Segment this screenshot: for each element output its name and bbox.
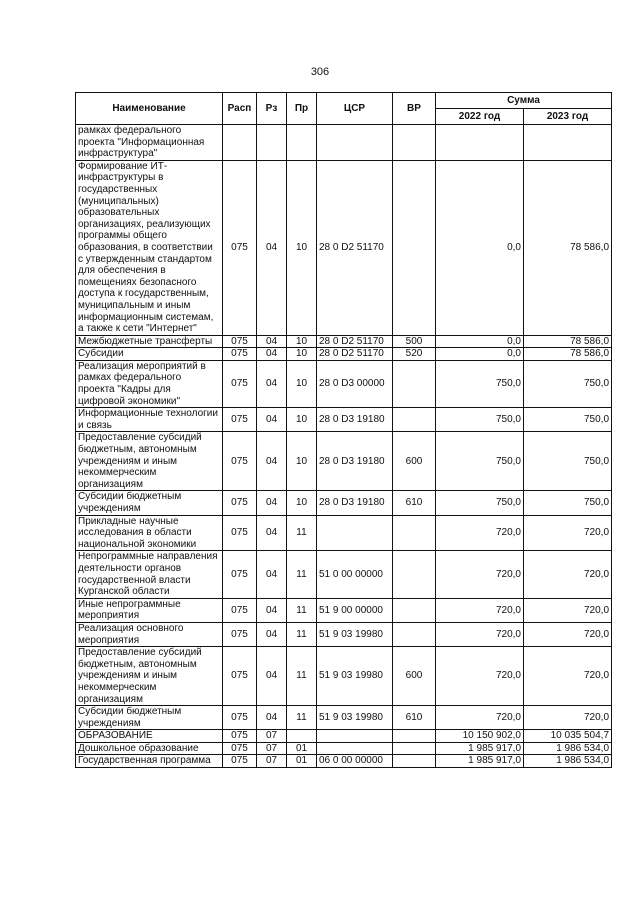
- cell-csr: 51 9 03 19980: [317, 622, 393, 646]
- cell-pr: 11: [287, 622, 317, 646]
- cell-rz: 04: [257, 432, 287, 491]
- cell-2023: 1 986 534,0: [524, 742, 612, 755]
- header-sum: Сумма: [436, 93, 612, 109]
- cell-csr: 51 9 03 19980: [317, 647, 393, 706]
- table-row: [76, 706, 612, 730]
- cell-2022: 720,0: [436, 706, 524, 730]
- cell-csr: [317, 730, 393, 743]
- cell-vr: 610: [393, 491, 436, 515]
- cell-rz: 04: [257, 335, 287, 348]
- page-number: 306: [310, 66, 330, 78]
- cell-2023: 720,0: [524, 647, 612, 706]
- header-csr: ЦСР: [317, 93, 393, 125]
- table-row: [76, 125, 612, 161]
- cell-rz: 04: [257, 160, 287, 335]
- cell-2023: 750,0: [524, 408, 612, 432]
- table-row: [76, 755, 612, 768]
- cell-csr: 28 0 D2 51170: [317, 160, 393, 335]
- cell-2023: 1 986 534,0: [524, 755, 612, 768]
- cell-pr: [287, 730, 317, 743]
- cell-name: Предоставление субсидий бюджетным, автономным учреждениям и иным некоммерческим организациям: [76, 647, 223, 706]
- cell-vr: [393, 730, 436, 743]
- table-row: [76, 647, 612, 706]
- cell-csr: 28 0 D3 19180: [317, 408, 393, 432]
- table-row: [76, 348, 612, 361]
- cell-vr: [393, 360, 436, 407]
- cell-2023: [524, 125, 612, 161]
- cell-csr: 28 0 D2 51170: [317, 348, 393, 361]
- cell-pr: 11: [287, 706, 317, 730]
- cell-vr: 600: [393, 647, 436, 706]
- cell-2022: 720,0: [436, 622, 524, 646]
- cell-vr: 600: [393, 432, 436, 491]
- cell-name: Субсидии: [76, 348, 223, 361]
- table-row: [76, 432, 612, 491]
- cell-2023: 78 586,0: [524, 160, 612, 335]
- cell-rz: 04: [257, 360, 287, 407]
- cell-2023: 10 035 504,7: [524, 730, 612, 743]
- header-year-2022: 2022 год: [436, 109, 524, 125]
- table-row: [76, 622, 612, 646]
- cell-name: Формирование ИТ-инфраструктуры в государственных (муниципальных) образовательных организациях, реализующих программы общего образования, в соответствии с утвержденным стандартом для обеспечения в помещениях безопасного доступа к государственным, муниципальным и иным информационным системам, а также к сети "Интернет": [76, 160, 223, 335]
- cell-2023: 720,0: [524, 706, 612, 730]
- cell-vr: [393, 515, 436, 551]
- cell-rasp: 075: [223, 551, 257, 598]
- cell-2022: 0,0: [436, 160, 524, 335]
- table-row: [76, 551, 612, 598]
- cell-name: Государственная программа: [76, 755, 223, 768]
- cell-name: Предоставление субсидий бюджетным, автономным учреждениям и иным некоммерческим организациям: [76, 432, 223, 491]
- cell-2022: 750,0: [436, 408, 524, 432]
- cell-vr: [393, 755, 436, 768]
- cell-rz: 04: [257, 706, 287, 730]
- cell-rz: 04: [257, 551, 287, 598]
- cell-rasp: 075: [223, 755, 257, 768]
- cell-csr: [317, 742, 393, 755]
- cell-pr: 10: [287, 160, 317, 335]
- cell-rasp: 075: [223, 647, 257, 706]
- cell-vr: 520: [393, 348, 436, 361]
- cell-rasp: 075: [223, 598, 257, 622]
- cell-2022: 720,0: [436, 515, 524, 551]
- cell-vr: 500: [393, 335, 436, 348]
- cell-pr: 10: [287, 335, 317, 348]
- cell-rasp: 075: [223, 515, 257, 551]
- cell-rz: 04: [257, 408, 287, 432]
- cell-rasp: 075: [223, 160, 257, 335]
- cell-pr: 11: [287, 551, 317, 598]
- cell-rz: 07: [257, 730, 287, 743]
- cell-pr: [287, 125, 317, 161]
- cell-rasp: 075: [223, 432, 257, 491]
- cell-2022: 0,0: [436, 348, 524, 361]
- table-row: [76, 742, 612, 755]
- cell-2022: 10 150 902,0: [436, 730, 524, 743]
- cell-vr: [393, 742, 436, 755]
- cell-rz: 04: [257, 348, 287, 361]
- table-row: [76, 598, 612, 622]
- cell-2023: 78 586,0: [524, 348, 612, 361]
- cell-name: рамках федерального проекта "Информационная инфраструктура": [76, 125, 223, 161]
- cell-name: Субсидии бюджетным учреждениям: [76, 706, 223, 730]
- cell-vr: 610: [393, 706, 436, 730]
- cell-2023: 78 586,0: [524, 335, 612, 348]
- cell-csr: 51 9 00 00000: [317, 598, 393, 622]
- cell-rz: 04: [257, 515, 287, 551]
- cell-name: ОБРАЗОВАНИЕ: [76, 730, 223, 743]
- cell-rasp: 075: [223, 348, 257, 361]
- cell-pr: 01: [287, 755, 317, 768]
- cell-2022: 720,0: [436, 551, 524, 598]
- cell-csr: 28 0 D3 00000: [317, 360, 393, 407]
- header-rz: Рз: [257, 93, 287, 125]
- cell-name: Прикладные научные исследования в области национальной экономики: [76, 515, 223, 551]
- cell-rz: 04: [257, 491, 287, 515]
- cell-2022: 1 985 917,0: [436, 755, 524, 768]
- cell-vr: [393, 551, 436, 598]
- cell-pr: 10: [287, 360, 317, 407]
- cell-2022: 750,0: [436, 360, 524, 407]
- cell-2022: [436, 125, 524, 161]
- cell-rasp: [223, 125, 257, 161]
- header-rasp: Расп: [223, 93, 257, 125]
- cell-2022: 750,0: [436, 432, 524, 491]
- cell-pr: 11: [287, 598, 317, 622]
- cell-csr: [317, 125, 393, 161]
- table-row: [76, 408, 612, 432]
- table-row: [76, 515, 612, 551]
- cell-2022: 0,0: [436, 335, 524, 348]
- cell-csr: [317, 515, 393, 551]
- cell-rasp: 075: [223, 622, 257, 646]
- cell-rasp: 075: [223, 335, 257, 348]
- cell-pr: 11: [287, 647, 317, 706]
- budget-table: [75, 92, 612, 768]
- cell-rasp: 075: [223, 730, 257, 743]
- cell-pr: 01: [287, 742, 317, 755]
- cell-name: Иные непрограммные мероприятия: [76, 598, 223, 622]
- table-row: [76, 730, 612, 743]
- table-header-row: [76, 93, 612, 109]
- cell-name: Информационные технологии и связь: [76, 408, 223, 432]
- cell-vr: [393, 160, 436, 335]
- cell-name: Реализация основного мероприятия: [76, 622, 223, 646]
- cell-csr: 28 0 D3 19180: [317, 491, 393, 515]
- cell-pr: 10: [287, 491, 317, 515]
- cell-2022: 1 985 917,0: [436, 742, 524, 755]
- cell-csr: 06 0 00 00000: [317, 755, 393, 768]
- table-row: [76, 160, 612, 335]
- header-year-2023: 2023 год: [524, 109, 612, 125]
- cell-rasp: 075: [223, 360, 257, 407]
- header-pr: Пр: [287, 93, 317, 125]
- cell-rz: 04: [257, 647, 287, 706]
- cell-csr: 51 9 03 19980: [317, 706, 393, 730]
- cell-2023: 720,0: [524, 515, 612, 551]
- cell-pr: 11: [287, 515, 317, 551]
- cell-rz: 04: [257, 622, 287, 646]
- table-body: [76, 125, 612, 768]
- cell-2023: 750,0: [524, 491, 612, 515]
- cell-2023: 720,0: [524, 551, 612, 598]
- cell-vr: [393, 622, 436, 646]
- cell-csr: 28 0 D3 19180: [317, 432, 393, 491]
- cell-vr: [393, 408, 436, 432]
- cell-csr: 51 0 00 00000: [317, 551, 393, 598]
- cell-rasp: 075: [223, 742, 257, 755]
- cell-2022: 720,0: [436, 598, 524, 622]
- header-name: Наименование: [76, 93, 223, 125]
- cell-2023: 720,0: [524, 622, 612, 646]
- cell-2023: 720,0: [524, 598, 612, 622]
- cell-2023: 750,0: [524, 360, 612, 407]
- header-vr: ВР: [393, 93, 436, 125]
- cell-rz: [257, 125, 287, 161]
- table-row: [76, 335, 612, 348]
- cell-rasp: 075: [223, 408, 257, 432]
- cell-name: Непрограммные направления деятельности органов государственной власти Курганской области: [76, 551, 223, 598]
- table-row: [76, 360, 612, 407]
- cell-csr: 28 0 D2 51170: [317, 335, 393, 348]
- cell-2022: 720,0: [436, 647, 524, 706]
- cell-name: Субсидии бюджетным учреждениям: [76, 491, 223, 515]
- cell-rz: 07: [257, 742, 287, 755]
- cell-name: Реализация мероприятий в рамках федерального проекта "Кадры для цифровой экономики": [76, 360, 223, 407]
- cell-vr: [393, 125, 436, 161]
- cell-rasp: 075: [223, 706, 257, 730]
- cell-2022: 750,0: [436, 491, 524, 515]
- cell-rz: 04: [257, 598, 287, 622]
- cell-name: Дошкольное образование: [76, 742, 223, 755]
- cell-name: Межбюджетные трансферты: [76, 335, 223, 348]
- cell-pr: 10: [287, 408, 317, 432]
- table-row: [76, 491, 612, 515]
- cell-vr: [393, 598, 436, 622]
- cell-pr: 10: [287, 432, 317, 491]
- cell-pr: 10: [287, 348, 317, 361]
- cell-rz: 07: [257, 755, 287, 768]
- cell-rasp: 075: [223, 491, 257, 515]
- cell-2023: 750,0: [524, 432, 612, 491]
